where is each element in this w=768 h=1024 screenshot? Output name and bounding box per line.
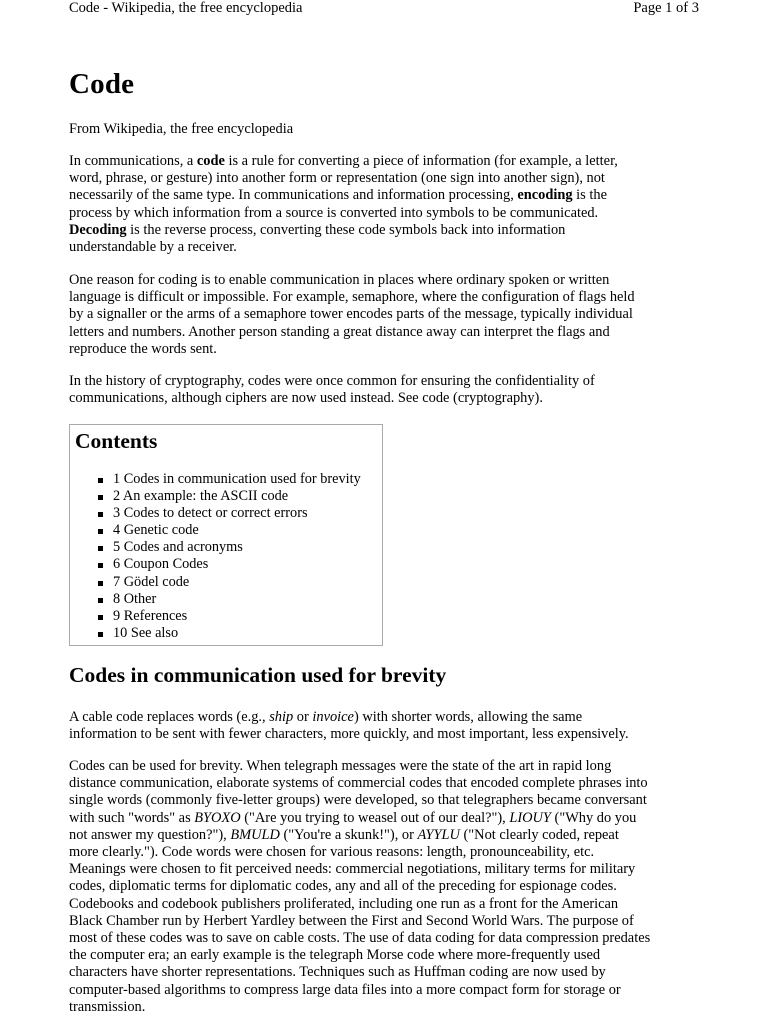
- bullet-icon: [98, 615, 103, 620]
- toc-heading: Contents: [75, 429, 158, 453]
- text-line: One reason for coding is to enable communication in places where ordinary spoken or written: [69, 272, 610, 288]
- section-paragraph-2: [69, 758, 709, 1016]
- text-line: language is difficult or impossible. For example, semaphore, where the configuration of flags held: [69, 289, 635, 306]
- text-line: computer-based algorithms to compress large data files into a more compact form for storage or: [69, 981, 621, 998]
- text-line: information to be sent with fewer characters, more quickly, and most important, less expensively.: [69, 726, 629, 743]
- example-ship: ship: [269, 709, 294, 725]
- section-heading: Codes in communication used for brevity: [69, 663, 447, 687]
- page-title: Code: [69, 68, 135, 100]
- text-line: transmission.: [69, 998, 146, 1015]
- toc-item[interactable]: [95, 522, 385, 539]
- text-span: process by which information from a source is converted into symbols to be communicated.: [69, 204, 599, 221]
- code-word: AYYLU: [417, 826, 460, 843]
- text-line: letters and numbers. Another person standing a great distance away can interpret the flags and: [69, 323, 610, 340]
- toc-item[interactable]: [95, 608, 385, 625]
- toc-item-label: 2 An example: the ASCII code: [113, 488, 289, 505]
- example-invoice: invoice: [312, 709, 354, 725]
- text-span: not answer my question?"),: [69, 826, 231, 843]
- toc-item[interactable]: [95, 488, 385, 505]
- toc-item-label: 9 References: [113, 607, 188, 624]
- text-span: understandable by a receiver.: [69, 239, 237, 256]
- bullet-icon: [98, 581, 103, 586]
- text-span: with such "words" as: [69, 809, 195, 826]
- text-span: is the reverse process, converting these code symbols back into information: [126, 221, 566, 238]
- bullet-icon: [98, 495, 103, 500]
- bullet-icon: [98, 478, 103, 483]
- text-span: A cable code replaces words (e.g.,: [69, 709, 270, 725]
- text-line: codes, diplomatic terms for diplomatic codes, any and all of the preceding for espionage codes.: [69, 878, 617, 895]
- text-span: In communications, a: [69, 153, 197, 169]
- text-line: more clearly."). Code words were chosen for various reasons: length, pronounceability, etc.: [69, 844, 595, 861]
- text-line: In the history of cryptography, codes were once common for ensuring the confidentiality of: [69, 373, 595, 389]
- toc-item[interactable]: [95, 505, 385, 522]
- text-line: single words (commonly five-letter groups) were developed, so that telegraphers became conversant: [69, 792, 647, 809]
- bullet-icon: [98, 529, 103, 534]
- text-line: by a signaller or the arms of a semaphore tower encodes parts of the message, typically individual: [69, 306, 633, 323]
- text-line: Codebooks and codebook publishers proliferated, including one run as a front for the American: [69, 895, 619, 912]
- text-span: word, phrase, or gesture) into another form or representation (one sign into another sign), not: [69, 170, 605, 187]
- text-span: ) with shorter words, allowing the same: [353, 709, 583, 725]
- tagline: From Wikipedia, the free encyclopedia: [69, 121, 294, 137]
- text-line: communications, although ciphers are now used instead. See code (cryptography).: [69, 390, 543, 407]
- text-span: necessarily of the same type. In communications and information processing,: [69, 187, 518, 204]
- bullet-icon: [98, 546, 103, 551]
- toc-item-label: 7 Gödel code: [113, 573, 190, 590]
- text-span: ("Why do you: [550, 809, 637, 826]
- term-code: code: [196, 153, 225, 169]
- intro-paragraph-3: [69, 373, 709, 407]
- bullet-icon: [98, 598, 103, 603]
- text-span: is the: [572, 187, 607, 204]
- toc-item-label: 1 Codes in communication used for brevity: [113, 471, 361, 487]
- toc-item-label: 3 Codes to detect or correct errors: [113, 505, 308, 522]
- toc-item[interactable]: [95, 539, 385, 556]
- text-span: ("Not clearly coded, repeat: [459, 826, 619, 843]
- text-span: ("You're a skunk!"), or: [279, 826, 418, 843]
- toc-item-label: 8 Other: [113, 590, 157, 607]
- toc-list: [95, 471, 385, 642]
- toc-item[interactable]: [95, 574, 385, 591]
- bullet-icon: [98, 563, 103, 568]
- toc-item[interactable]: [95, 556, 385, 573]
- header-doc-title: Code - Wikipedia, the free encyclopedia: [69, 0, 303, 16]
- table-of-contents: [69, 424, 383, 646]
- code-word: BYOXO: [194, 809, 241, 826]
- bullet-icon: [98, 512, 103, 517]
- toc-item-label: 10 See also: [113, 624, 179, 641]
- text-line: most of these codes was to save on cable costs. The use of data coding for data compression predates: [69, 930, 651, 947]
- header-page-info: Page 1 of 3: [633, 0, 699, 16]
- text-span: or: [293, 709, 313, 725]
- toc-item[interactable]: [95, 471, 385, 488]
- text-line: characters have shorter representations. Techniques such as Huffman coding are now used by: [69, 964, 606, 981]
- code-word: BMULD: [230, 826, 280, 843]
- text-line: distance communication, elaborate systems of commercial codes that encoded complete phrases into: [69, 775, 648, 792]
- code-word: LIOUY: [509, 809, 551, 826]
- toc-item-label: 5 Codes and acronyms: [113, 539, 243, 556]
- text-line: Meanings were chosen to fit perceived needs: commercial negotiations, military terms for military: [69, 861, 636, 878]
- text-span: ("Are you trying to weasel out of our deal?"),: [240, 809, 510, 826]
- toc-item[interactable]: [95, 625, 385, 642]
- toc-item-label: 6 Coupon Codes: [113, 556, 209, 573]
- section-paragraph-1: [69, 709, 709, 743]
- toc-item-label: 4 Genetic code: [113, 522, 199, 539]
- text-line: the computer era; an early example is the telegraph Morse code where more-frequently used: [69, 947, 601, 964]
- text-line: reproduce the words sent.: [69, 340, 217, 357]
- text-line: Codes can be used for brevity. When telegraph messages were the state of the art in rapid long: [69, 758, 612, 774]
- term-decoding: Decoding: [69, 221, 127, 238]
- intro-paragraph-2: [69, 272, 709, 358]
- text-line: Black Chamber run by Herbert Yardley between the First and Second World Wars. The purpose of: [69, 912, 634, 929]
- text-span: is a rule for converting a piece of information (for example, a letter,: [224, 153, 618, 169]
- bullet-icon: [98, 632, 103, 637]
- term-encoding: encoding: [517, 187, 573, 204]
- intro-paragraph-1: [69, 153, 709, 256]
- toc-item[interactable]: [95, 591, 385, 608]
